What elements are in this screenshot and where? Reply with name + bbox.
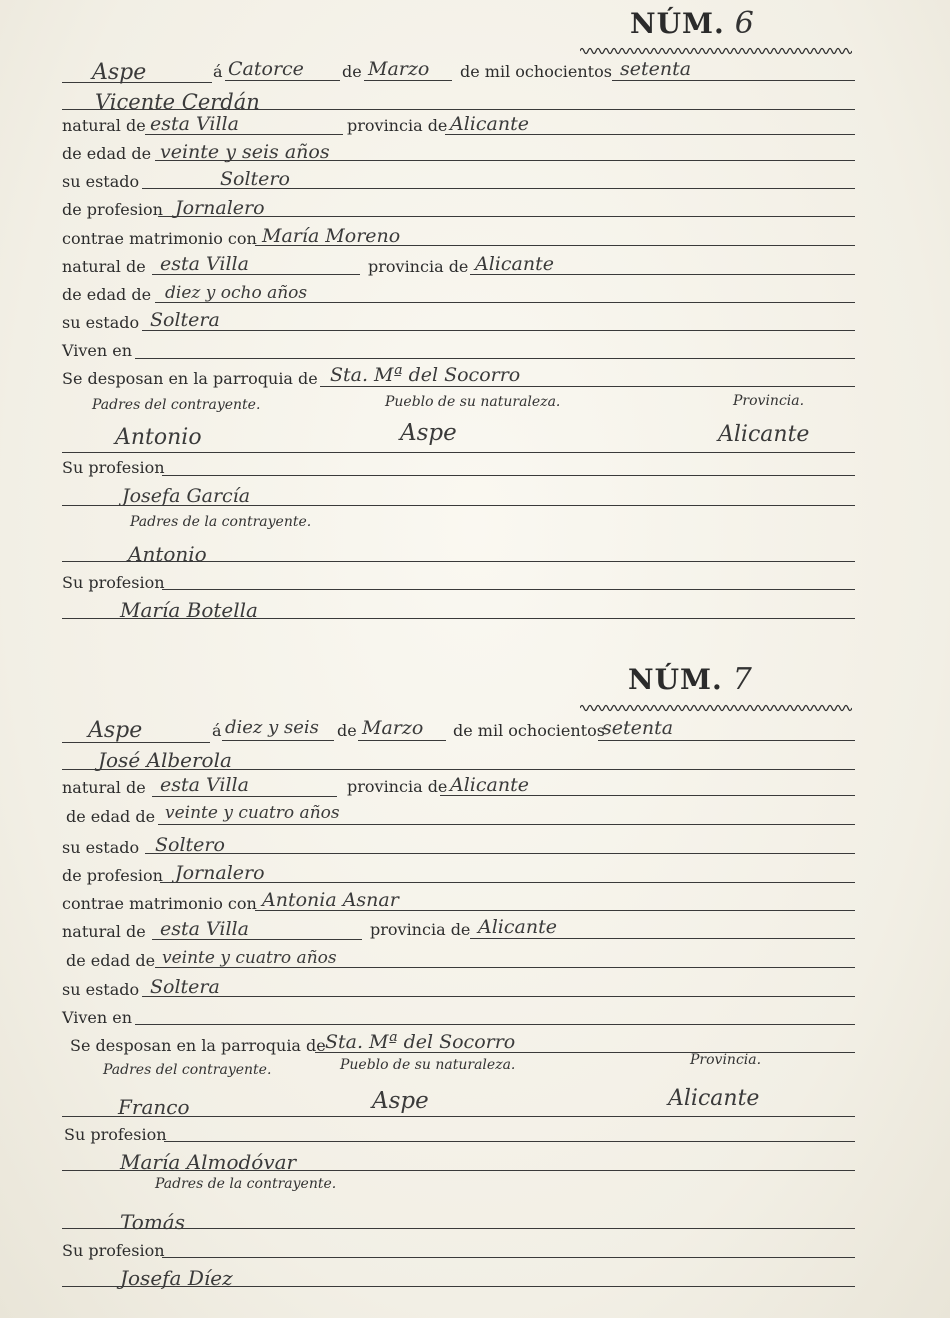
label-edad: de edad de (66, 951, 156, 970)
rule (255, 910, 855, 911)
header-padres-contrayenta: Padres de la contrayente. (155, 1176, 337, 1192)
rule (135, 1024, 855, 1025)
groom-parents-province-handwritten: Alicante (668, 1086, 760, 1111)
bride-father-handwritten: Tomás (120, 1210, 185, 1234)
label-de: de (342, 62, 362, 81)
label-de-mil: de mil ochocientos (453, 721, 605, 740)
rule (162, 589, 855, 590)
parish-handwritten: Sta. Mª del Socorro (325, 1031, 516, 1053)
label-edad: de edad de (66, 807, 156, 826)
rule (62, 452, 855, 453)
header-padres-contrayente: Padres del contrayente. (103, 1062, 272, 1078)
groom-province-handwritten: Alicante (450, 774, 529, 796)
rule (320, 386, 855, 387)
rule (142, 996, 855, 997)
place-handwritten: Aspe (88, 718, 143, 743)
rule (612, 80, 855, 81)
label-natural-de: natural de (62, 116, 146, 135)
rule (152, 939, 362, 940)
rule (62, 561, 855, 562)
bride-origin-handwritten: esta Villa (160, 253, 249, 275)
rule (598, 740, 855, 741)
rule (62, 1170, 855, 1171)
rule (145, 134, 343, 135)
label-natural-de: natural de (62, 922, 146, 941)
groom-status-handwritten: Soltero (155, 834, 225, 856)
wavy-rule (580, 46, 852, 56)
year-handwritten: setenta (602, 717, 674, 739)
groom-father-handwritten: Antonio (115, 425, 202, 450)
groom-age-handwritten: veinte y cuatro años (165, 803, 340, 823)
label-su-profesion: Su profesion (62, 1241, 165, 1260)
rule (162, 475, 855, 476)
groom-profession-handwritten: Jornalero (175, 862, 265, 884)
rule (470, 938, 855, 939)
rule (62, 82, 212, 83)
rule (470, 274, 855, 275)
label-a: á (212, 721, 222, 740)
label-desposan: Se desposan en la parroquia de (62, 369, 318, 388)
groom-parents-town-handwritten: Aspe (400, 420, 457, 446)
rule (62, 1228, 855, 1229)
label-su-profesion: Su profesion (62, 573, 165, 592)
rule (155, 302, 855, 303)
label-provincia-de: provincia de (347, 777, 448, 796)
label-desposan: Se desposan en la parroquia de (70, 1036, 326, 1055)
bride-origin-handwritten: esta Villa (160, 918, 249, 940)
rule (158, 216, 855, 217)
label-estado: su estado (62, 838, 140, 857)
bride-age-handwritten: veinte y cuatro años (162, 948, 337, 968)
rule (155, 967, 855, 968)
label-estado: su estado (62, 172, 140, 191)
label-a: á (213, 62, 223, 81)
rule (62, 769, 855, 770)
header-provincia: Provincia. (690, 1052, 762, 1068)
rule (62, 742, 210, 743)
bride-status-handwritten: Soltera (150, 976, 220, 998)
rule (158, 824, 855, 825)
groom-age-handwritten: veinte y seis años (160, 141, 330, 163)
rule (145, 853, 855, 854)
entry-number: NÚM. 6 (630, 6, 755, 41)
groom-status-handwritten: Soltero (220, 168, 290, 190)
bleed-through (620, 0, 950, 1318)
label-de-mil: de mil ochocientos (460, 62, 612, 81)
entry-number: NÚM. 7 (628, 662, 753, 697)
label-estado: su estado (62, 313, 140, 332)
groom-mother-handwritten: Josefa García (122, 485, 251, 507)
rule (164, 1141, 855, 1142)
groom-origin-handwritten: esta Villa (150, 113, 239, 135)
groom-parents-town-handwritten: Aspe (372, 1088, 429, 1114)
parish-handwritten: Sta. Mª del Socorro (330, 364, 521, 386)
header-provincia: Provincia. (733, 393, 805, 409)
rule (358, 740, 446, 741)
label-provincia-de: provincia de (347, 116, 448, 135)
groom-name-handwritten: Vicente Cerdán (95, 90, 260, 114)
header-pueblo: Pueblo de su naturaleza. (385, 394, 561, 410)
label-natural-de: natural de (62, 778, 146, 797)
groom-province-handwritten: Alicante (450, 113, 529, 135)
rule (62, 618, 855, 619)
label-profesion: de profesion (62, 866, 163, 885)
month-handwritten: Marzo (368, 58, 430, 80)
label-provincia-de: provincia de (370, 920, 471, 939)
rule (315, 1052, 855, 1053)
bride-status-handwritten: Soltera (150, 309, 220, 331)
groom-profession-handwritten: Jornalero (175, 197, 265, 219)
wavy-rule (580, 703, 852, 713)
label-edad: de edad de (62, 144, 152, 163)
day-handwritten: diez y seis (225, 717, 319, 738)
groom-mother-handwritten: María Almodóvar (120, 1150, 297, 1174)
groom-origin-handwritten: esta Villa (160, 774, 249, 796)
bride-father-handwritten: Antonio (128, 542, 207, 566)
bride-mother-handwritten: Josefa Díez (120, 1266, 233, 1290)
rule (445, 134, 855, 135)
label-provincia-de: provincia de (368, 257, 469, 276)
rule (142, 330, 855, 331)
label-estado: su estado (62, 980, 140, 999)
place-handwritten: Aspe (92, 60, 147, 85)
header-padres-contrayenta: Padres de la contrayente. (130, 514, 312, 530)
day-handwritten: Catorce (228, 58, 304, 80)
bride-age-handwritten: diez y ocho años (165, 283, 308, 303)
rule (152, 274, 360, 275)
bride-mother-handwritten: María Botella (120, 598, 258, 622)
rule (135, 358, 855, 359)
rule (255, 245, 855, 246)
month-handwritten: Marzo (362, 717, 424, 739)
bride-province-handwritten: Alicante (478, 916, 557, 938)
label-edad: de edad de (62, 285, 152, 304)
year-handwritten: setenta (620, 58, 692, 80)
label-profesion: de profesion (62, 200, 163, 219)
rule (62, 505, 855, 506)
rule (440, 795, 855, 796)
label-contrae: contrae matrimonio con (62, 229, 257, 248)
groom-name-handwritten: José Alberola (98, 748, 232, 772)
groom-father-handwritten: Franco (118, 1095, 190, 1119)
rule (152, 796, 337, 797)
groom-parents-province-handwritten: Alicante (718, 422, 810, 447)
rule (142, 188, 855, 189)
rule (160, 882, 855, 883)
rule (162, 1257, 855, 1258)
bride-name-handwritten: María Moreno (262, 225, 401, 247)
label-de: de (337, 721, 357, 740)
label-viven: Viven en (62, 341, 133, 360)
label-su-profesion: Su profesion (64, 1125, 167, 1144)
label-viven: Viven en (62, 1008, 133, 1027)
rule (62, 1116, 855, 1117)
rule (222, 740, 334, 741)
header-pueblo: Pueblo de su naturaleza. (340, 1057, 516, 1073)
bride-province-handwritten: Alicante (475, 253, 554, 275)
rule (62, 109, 855, 110)
rule (225, 80, 340, 81)
rule (62, 1286, 855, 1287)
label-natural-de: natural de (62, 257, 146, 276)
bride-name-handwritten: Antonia Asnar (262, 889, 399, 911)
header-padres-contrayente: Padres del contrayente. (92, 397, 261, 413)
label-contrae: contrae matrimonio con (62, 894, 257, 913)
label-su-profesion: Su profesion (62, 458, 165, 477)
rule (364, 80, 452, 81)
rule (155, 160, 855, 161)
